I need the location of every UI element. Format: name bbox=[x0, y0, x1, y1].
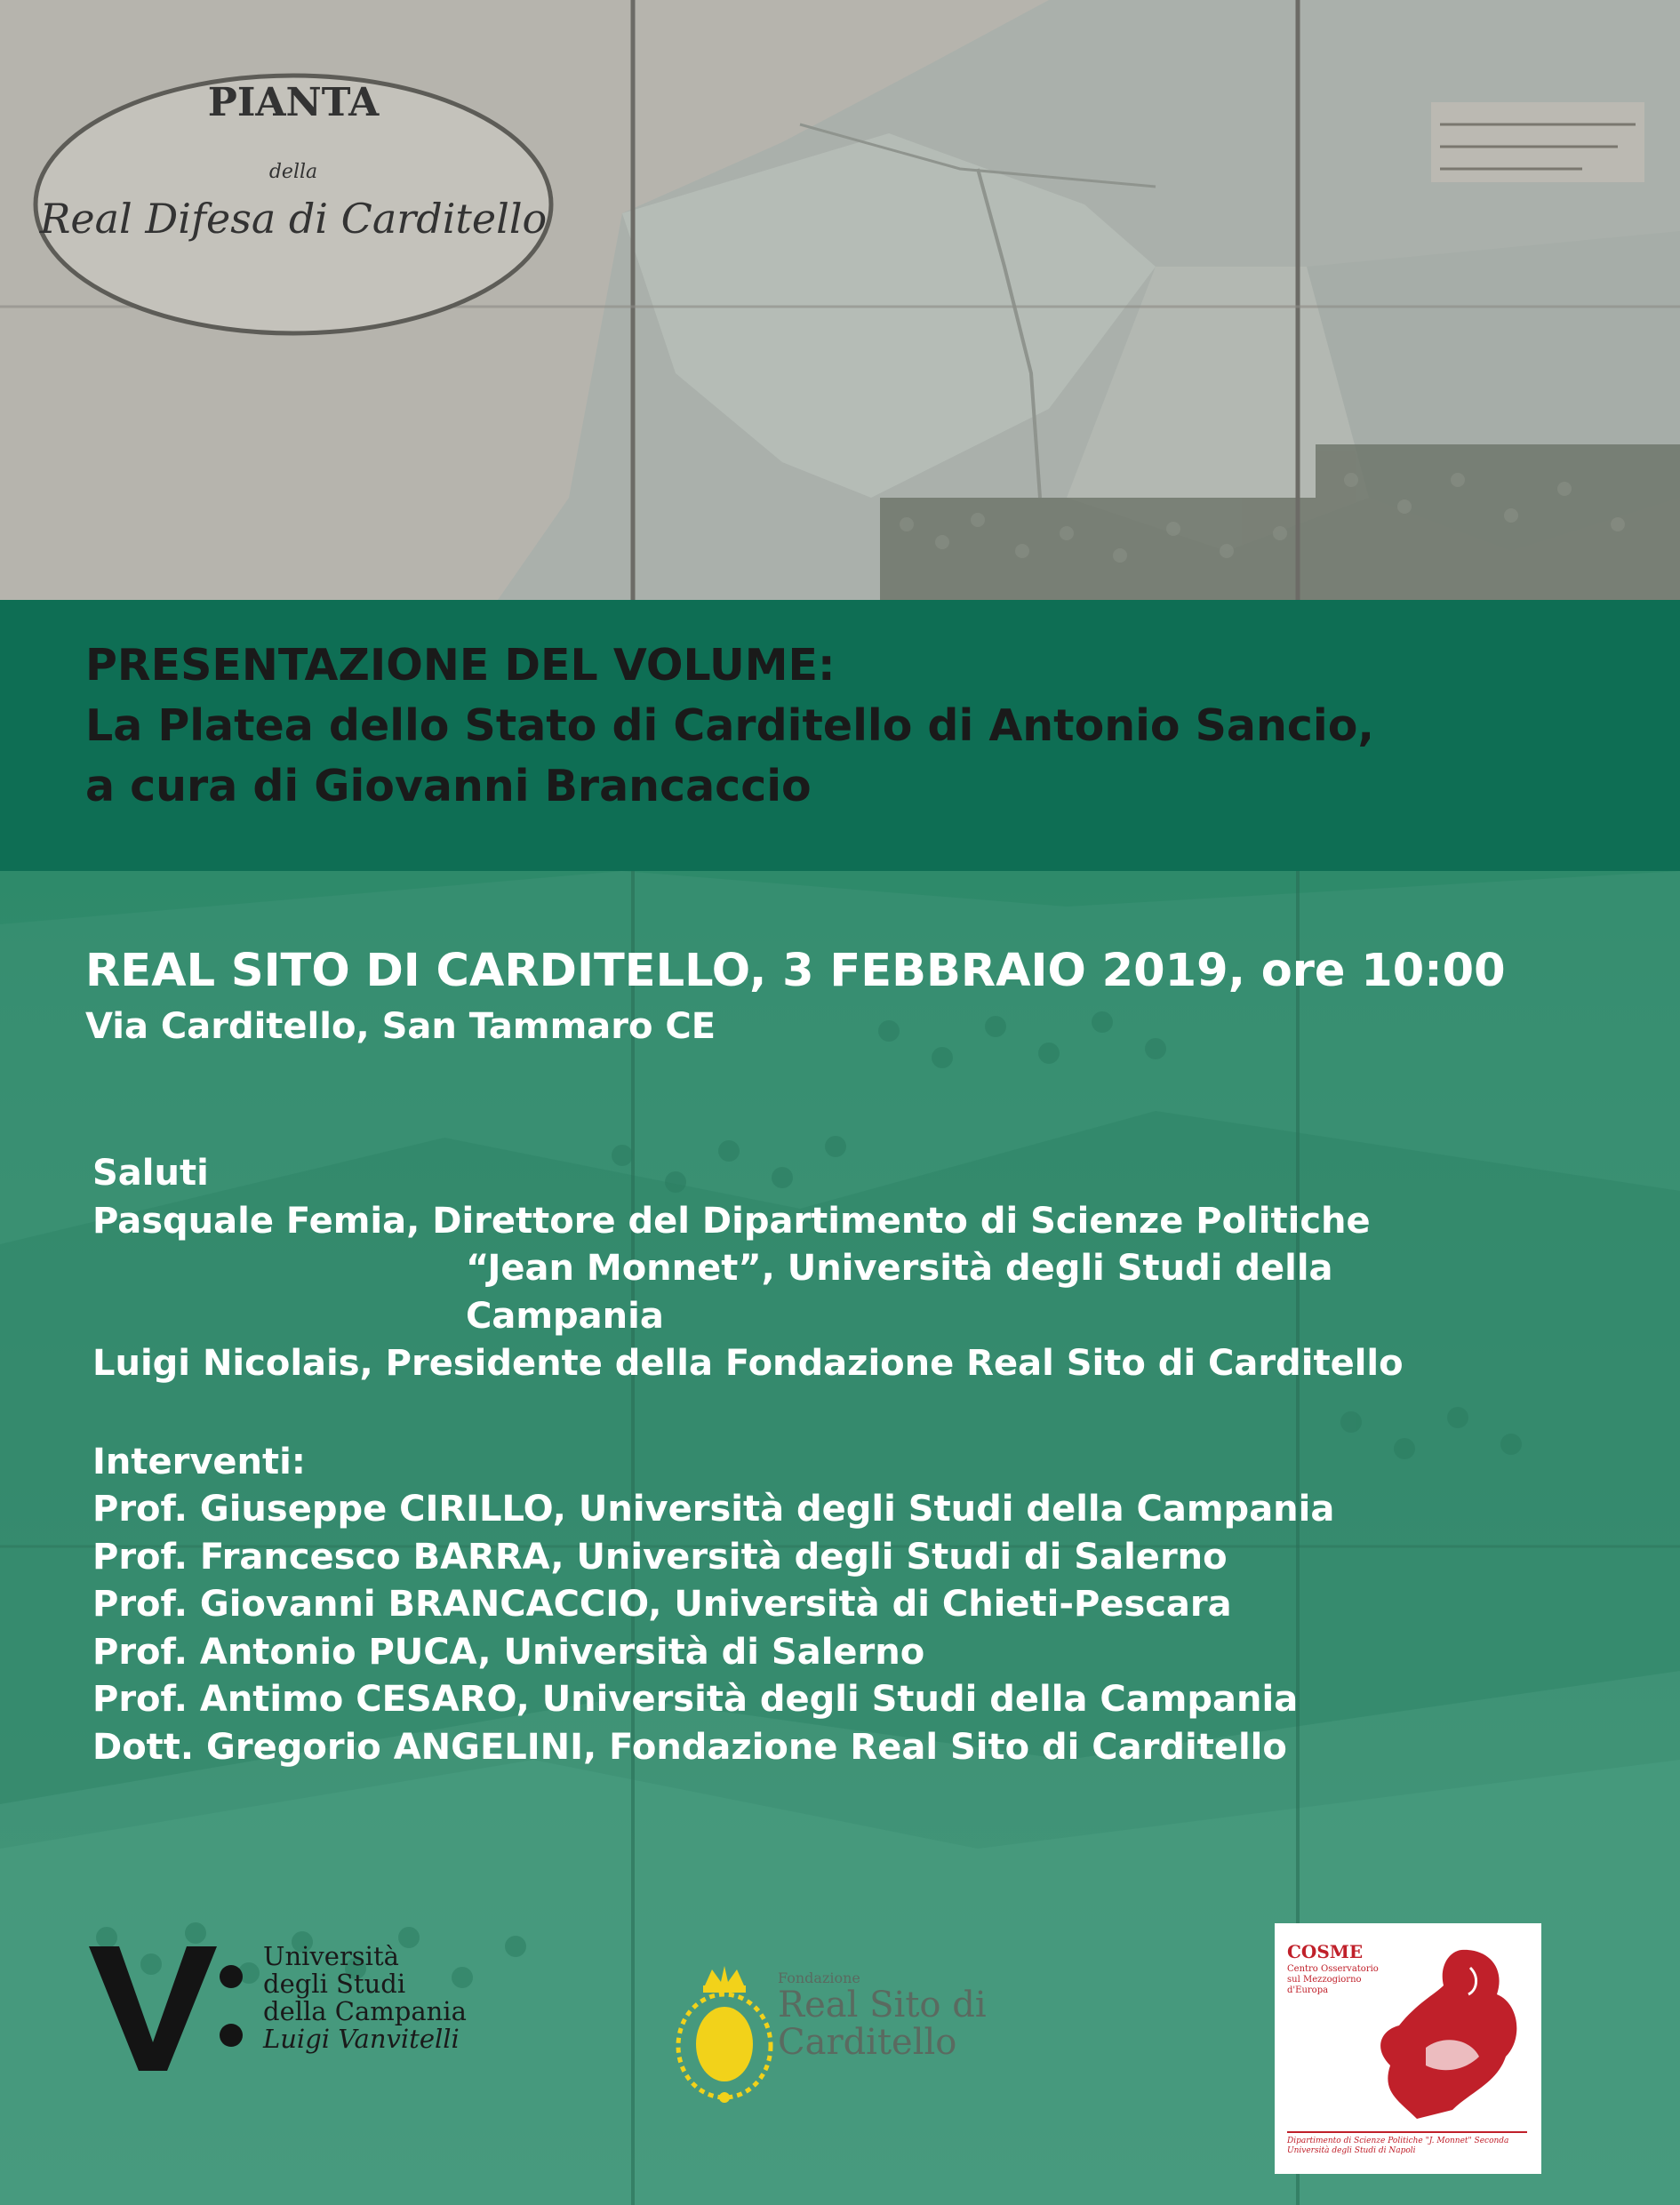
cosme-title: COSME bbox=[1287, 1941, 1364, 1962]
greeting-1-line-2: “Jean Monnet”, Università degli Studi della bbox=[466, 1248, 1333, 1289]
univ-line-2: degli Studi bbox=[263, 1969, 406, 1999]
title-band bbox=[0, 600, 1680, 871]
cartouche-name: Real Difesa di Carditello bbox=[39, 195, 548, 243]
talk-item: Prof. Francesco BARRA, Università degli Studi di Salerno bbox=[92, 1536, 1228, 1578]
univ-line-3: della Campania bbox=[263, 1996, 467, 2026]
statue-figure-icon bbox=[1364, 1941, 1532, 2128]
title-line-3: a cura di Giovanni Brancaccio bbox=[85, 761, 812, 811]
talk-item: Prof. Giovanni BRANCACCIO, Università di Chieti-Pescara bbox=[92, 1584, 1232, 1625]
title-line-1: PRESENTAZIONE DEL VOLUME: bbox=[85, 640, 836, 691]
venue-block bbox=[85, 940, 1506, 1051]
program-block bbox=[92, 1150, 1621, 1771]
venue-title: REAL SITO DI CARDITELLO, 3 FEBBRAIO 2019, ore 10:00 bbox=[85, 945, 1506, 997]
fond-line-2: Carditello bbox=[778, 2022, 957, 2063]
cartouche-sub: della bbox=[268, 161, 318, 183]
vanvitelli-text bbox=[263, 1943, 467, 2053]
fondazione-text bbox=[778, 1969, 987, 2061]
greeting-1-line-1: Pasquale Femia, Direttore del Dipartimento di Scienze Politiche bbox=[92, 1200, 1371, 1242]
fondazione-logo bbox=[671, 1964, 1027, 2106]
vanvitelli-v-icon bbox=[89, 1937, 249, 2071]
greeting-2: Luigi Nicolais, Presidente della Fondazione Real Sito di Carditello bbox=[92, 1343, 1404, 1384]
title-line-2: La Platea dello Stato di Carditello di Antonio Sancio, bbox=[85, 700, 1374, 751]
talk-item: Prof. Giuseppe CIRILLO, Università degli Studi della Campania bbox=[92, 1489, 1335, 1530]
map-image-top bbox=[0, 0, 1680, 600]
cosme-subtitle: Centro Osservatorio sul Mezzogiorno d'Europa bbox=[1287, 1964, 1379, 1995]
cosme-footer: Dipartimento di Scienze Politiche "J. Monnet" Seconda Università degli Studi di Napoli bbox=[1287, 2137, 1509, 2155]
cosme-logo bbox=[1275, 1923, 1541, 2174]
univ-line-1: Università bbox=[263, 1941, 399, 1971]
cosme-divider bbox=[1287, 2131, 1527, 2133]
fond-line-1: Real Sito di bbox=[778, 1985, 987, 2025]
cartouche-title: PIANTA bbox=[207, 80, 380, 125]
royal-emblem-icon bbox=[671, 1964, 778, 2106]
univ-line-4: Luigi Vanvitelli bbox=[263, 2024, 460, 2054]
talk-item: Dott. Gregorio ANGELINI, Fondazione Real Sito di Carditello bbox=[92, 1726, 1287, 1768]
talks-heading: Interventi: bbox=[92, 1441, 306, 1482]
fond-small: Fondazione bbox=[778, 1969, 860, 1986]
venue-address: Via Carditello, San Tammaro CE bbox=[85, 1006, 716, 1047]
talk-item: Prof. Antonio PUCA, Università di Salerno bbox=[92, 1631, 925, 1673]
event-title bbox=[85, 635, 1614, 817]
greetings-heading: Saluti bbox=[92, 1153, 209, 1194]
vanvitelli-logo bbox=[89, 1937, 467, 2071]
greeting-1-line-3: Campania bbox=[466, 1295, 664, 1337]
historic-map-illustration bbox=[0, 0, 1680, 600]
talk-item: Prof. Antimo CESARO, Università degli Studi della Campania bbox=[92, 1679, 1299, 1720]
